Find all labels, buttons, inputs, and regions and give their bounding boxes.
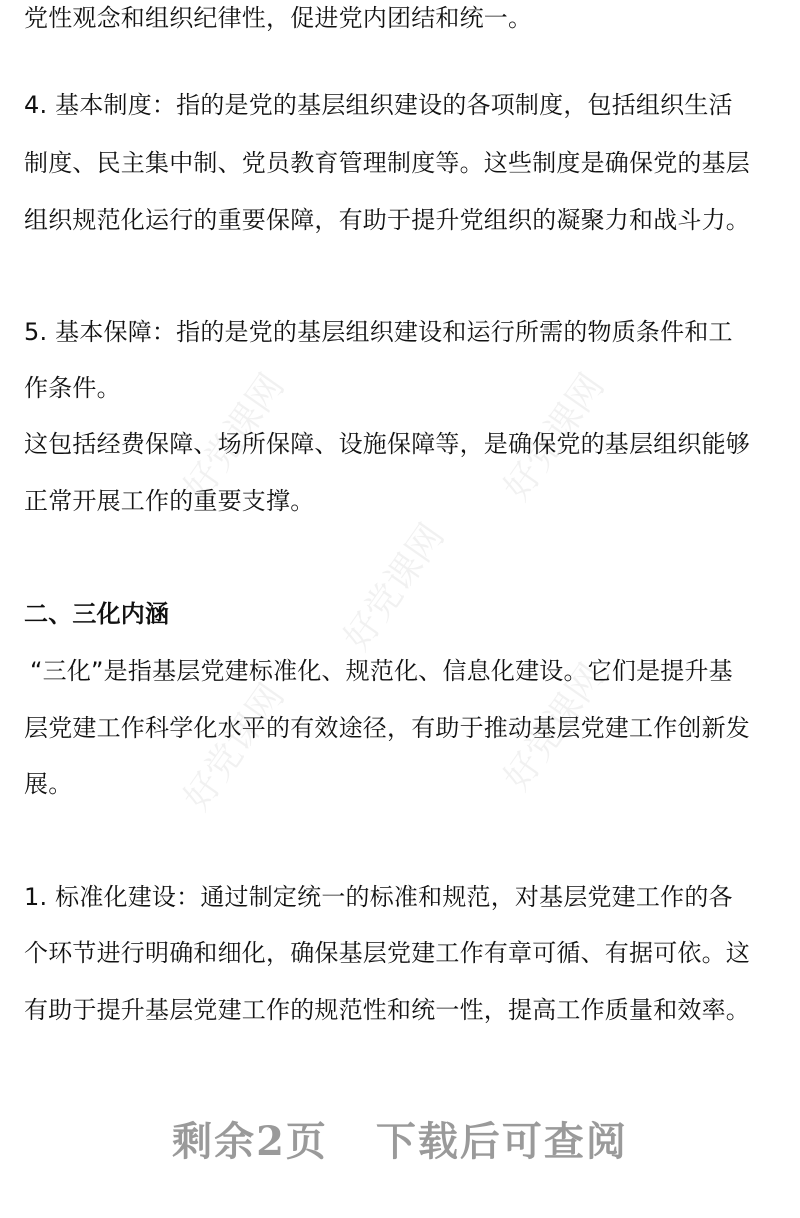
download-prompt-banner[interactable] (0, 1114, 800, 1170)
paragraph-line: 这包括经费保障、场所保障、设施保障等，是确保党的基层组织能够 (24, 430, 750, 458)
paragraph-line: 有助于提升基层党建工作的规范性和统一性，提高工作质量和效率。 (24, 996, 750, 1024)
paragraph-line: 1. 标准化建设：通过制定统一的标准和规范，对基层党建工作的各 (24, 883, 733, 911)
watermark: 好党课网 (496, 366, 613, 508)
paragraph-line: 党性观念和组织纪律性，促进党内团结和统一。 (24, 4, 533, 32)
paragraph-line: 5. 基本保障：指的是党的基层组织建设和运行所需的物质条件和工 (24, 318, 733, 346)
watermark: 好党课网 (336, 516, 453, 658)
download-to-view-label: 下载后可查阅 (375, 1118, 628, 1165)
paragraph-line: 4. 基本制度：指的是党的基层组织建设的各项制度，包括组织生活 (24, 91, 733, 119)
section-heading: 二、三化内涵 (24, 600, 170, 628)
paragraph-line: 个环节进行明确和细化，确保基层党建工作有章可循、有据可依。这 (24, 939, 750, 967)
paragraph-line: 制度、民主集中制、党员教育管理制度等。这些制度是确保党的基层 (24, 149, 750, 177)
paragraph-line: “三化”是指基层党建标准化、规范化、信息化建设。它们是提升基 (30, 657, 733, 685)
remaining-pages-label: 剩余2页 (172, 1118, 328, 1165)
paragraph-line: 正常开展工作的重要支撑。 (24, 487, 315, 515)
paragraph-line: 层党建工作科学化水平的有效途径，有助于推动基层党建工作创新发 (24, 714, 750, 742)
watermark: 好党课网 (176, 366, 293, 508)
paragraph-line: 组织规范化运行的重要保障，有助于提升党组织的凝聚力和战斗力。 (24, 206, 750, 234)
watermark: 好党课网 (496, 656, 613, 798)
watermark: 好党课网 (176, 676, 293, 818)
paragraph-line: 作条件。 (24, 374, 121, 402)
paragraph-line: 展。 (24, 770, 73, 798)
